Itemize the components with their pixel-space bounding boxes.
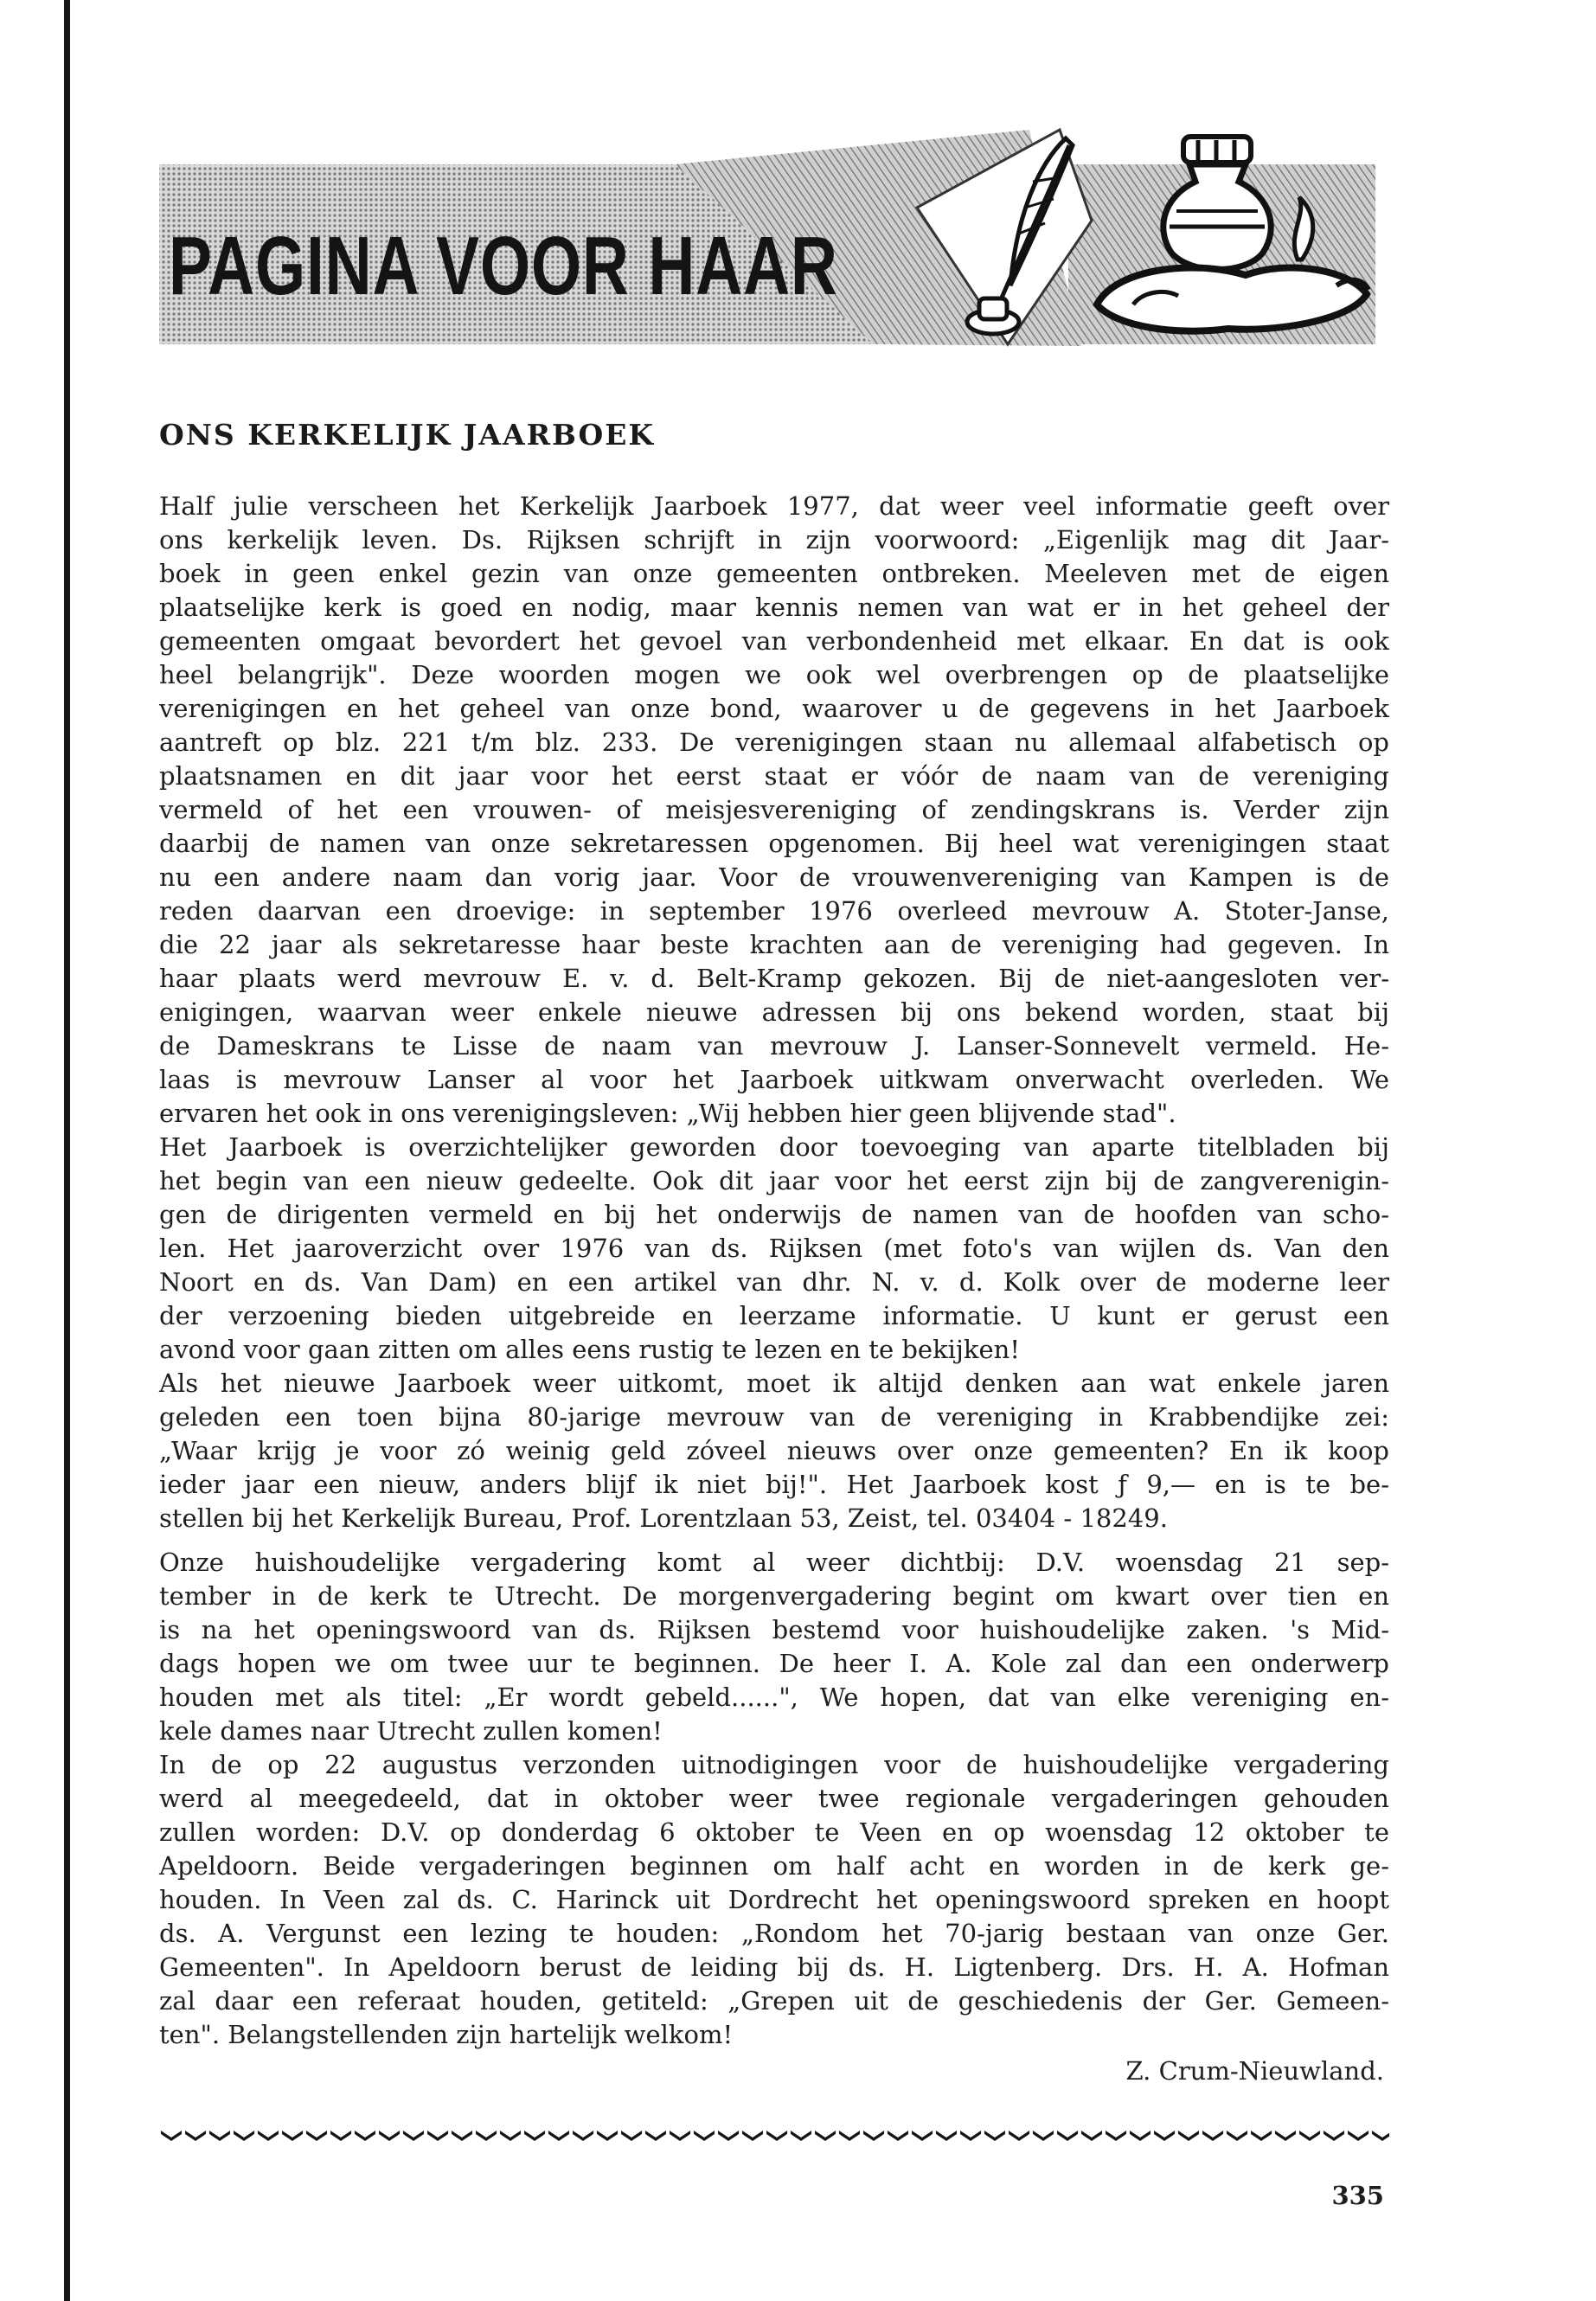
text-line: plaatselijke kerk is goed en nodig, maar kennis nemen van wat er in het geheel der [159, 593, 1389, 622]
text-line: ons kerkelijk leven. Ds. Rijksen schrijft in zijn voorwoord: „Eigenlijk mag dit Jaar- [159, 525, 1389, 554]
text-line: is na het openingswoord van ds. Rijksen bestemd voor huishoudelijke zaken. 's Mid- [159, 1615, 1389, 1644]
text-line: zal daar een referaat houden, getiteld: „Grepen uit de geschiedenis der Ger. Gemeen- [159, 1986, 1389, 2016]
text-line: plaatsnamen en dit jaar voor het eerst staat er vóór de naam van de vereniging [159, 761, 1389, 791]
text-line: stellen bij het Kerkelijk Bureau, Prof. Lorentzlaan 53, Zeist, tel. 03404 - 18249. [159, 1503, 1168, 1533]
article-body-part-1 [159, 490, 1389, 1535]
text-line: der verzoening bieden uitgebreide en leerzame informatie. U kunt er gerust een [159, 1301, 1389, 1330]
text-line: gen de dirigenten vermeld en bij het onderwijs de namen van de hoofden van scho- [159, 1200, 1389, 1229]
text-line: Onze huishoudelijke vergadering komt al weer dichtbij: D.V. woensdag 21 sep- [159, 1548, 1389, 1577]
text-line: reden daarvan een droevige: in september 1976 overleed mevrouw A. Stoter-Janse, [159, 896, 1389, 926]
ornamental-divider [159, 2124, 1389, 2144]
text-line: daarbij de namen van onze sekretaressen opgenomen. Bij heel wat verenigingen staat [159, 829, 1389, 858]
text-line: Half julie verscheen het Kerkelijk Jaarboek 1977, dat weer veel informatie geeft over [159, 491, 1389, 521]
text-line: boek in geen enkel gezin van onze gemeenten ontbreken. Meeleven met de eigen [159, 559, 1389, 588]
text-line: werd al meegedeeld, dat in oktober weer twee regionale vergaderingen gehouden [159, 1784, 1389, 1813]
text-line: aantreft op blz. 221 t/m blz. 233. De verenigingen staan nu allemaal alfabetisch op [159, 727, 1389, 757]
text-line: dags hopen we om twee uur te beginnen. De heer I. A. Kole zal dan een onderwerp [159, 1649, 1389, 1678]
text-line: geleden een toen bijna 80-jarige mevrouw van de vereniging in Krabbendijke zei: [159, 1402, 1389, 1432]
text-line: heel belangrijk". Deze woorden mogen we ook wel overbrengen op de plaatselijke [159, 660, 1389, 689]
text-line: vermeld of het een vrouwen- of meisjesvereniging of zendingskrans is. Verder zijn [159, 795, 1389, 824]
header-banner [0, 0, 1596, 372]
text-line: enigingen, waarvan weer enkele nieuwe adressen bij ons bekend worden, staat bij [159, 997, 1389, 1027]
article-body-part-2 [159, 1546, 1389, 2052]
text-line: tember in de kerk te Utrecht. De morgenvergadering begint om kwart over tien en [159, 1581, 1389, 1611]
text-line: „Waar krijg je voor zó weinig geld zóveel nieuws over onze gemeenten? En ik koop [159, 1436, 1389, 1465]
text-line: Het Jaarboek is overzichtelijker geworden door toevoeging van aparte titelbladen bij [159, 1132, 1389, 1162]
text-line: ervaren het ook in ons verenigingsleven: „Wij hebben hier geen blijvende stad". [159, 1099, 1176, 1128]
text-line: nu een andere naam dan vorig jaar. Voor de vrouwenvereniging van Kampen is de [159, 862, 1389, 892]
text-line: verenigingen en het geheel van onze bond, waarover u de gegevens in het Jaarboek [159, 694, 1389, 723]
text-line: zullen worden: D.V. op donderdag 6 oktober te Veen en op woensdag 12 oktober te [159, 1817, 1389, 1847]
vase-icon [1163, 137, 1271, 270]
text-line: Apeldoorn. Beide vergaderingen beginnen om half acht en worden in de kerk ge- [159, 1851, 1389, 1881]
text-line: laas is mevrouw Lanser al voor het Jaarboek uitkwam onverwacht overleden. We [159, 1065, 1389, 1094]
author-signature: Z. Crum-Nieuwland. [1125, 2056, 1384, 2086]
text-line: avond voor gaan zitten om alles eens rustig te lezen en te bekijken! [159, 1335, 1020, 1364]
text-line: houden met als titel: „Er wordt gebeld......", We hopen, dat van elke vereniging en- [159, 1682, 1389, 1712]
text-line: houden. In Veen zal ds. C. Harinck uit Dordrecht het openingswoord spreken en hoopt [159, 1885, 1389, 1914]
text-line: ieder jaar een nieuw, anders blijf ik niet bij!". Het Jaarboek kost ƒ 9,— en is te be- [159, 1470, 1389, 1499]
text-line: Als het nieuwe Jaarboek weer uitkomt, moet ik altijd denken aan wat enkele jaren [159, 1368, 1389, 1398]
text-line: ds. A. Vergunst een lezing te houden: „Rondom het 70-jarig bestaan van onze Ger. [159, 1919, 1389, 1948]
banner-title: PAGINA VOOR HAAR [169, 220, 838, 312]
text-line: kele dames naar Utrecht zullen komen! [159, 1716, 663, 1746]
text-line: haar plaats werd mevrouw E. v. d. Belt-Kramp gekozen. Bij de niet-aangesloten ver- [159, 964, 1389, 993]
page-number: 335 [1331, 2181, 1384, 2210]
text-line: gemeenten omgaat bevordert het gevoel van verbondenheid met elkaar. En dat is ook [159, 626, 1389, 656]
text-line: ten". Belangstellenden zijn hartelijk welkom! [159, 2020, 734, 2049]
text-line: de Dameskrans te Lisse de naam van mevrouw J. Lanser-Sonnevelt vermeld. He- [159, 1031, 1389, 1061]
text-line: die 22 jaar als sekretaresse haar beste krachten aan de vereniging had gegeven. In [159, 930, 1389, 959]
text-line: Gemeenten". In Apeldoorn berust de leiding bij ds. H. Ligtenberg. Drs. H. A. Hofman [159, 1952, 1389, 1982]
text-line: het begin van een nieuw gedeelte. Ook dit jaar voor het eerst zijn bij de zangverenigin- [159, 1166, 1389, 1195]
text-line: In de op 22 augustus verzonden uitnodigingen voor de huishoudelijke vergadering [159, 1750, 1389, 1779]
article-heading: ONS KERKELIJK JAARBOEK [159, 418, 656, 452]
text-line: len. Het jaaroverzicht over 1976 van ds. Rijksen (met foto's van wijlen ds. Van den [159, 1234, 1389, 1263]
text-line: Noort en ds. Van Dam) en een artikel van dhr. N. v. d. Kolk over de moderne leer [159, 1267, 1389, 1297]
